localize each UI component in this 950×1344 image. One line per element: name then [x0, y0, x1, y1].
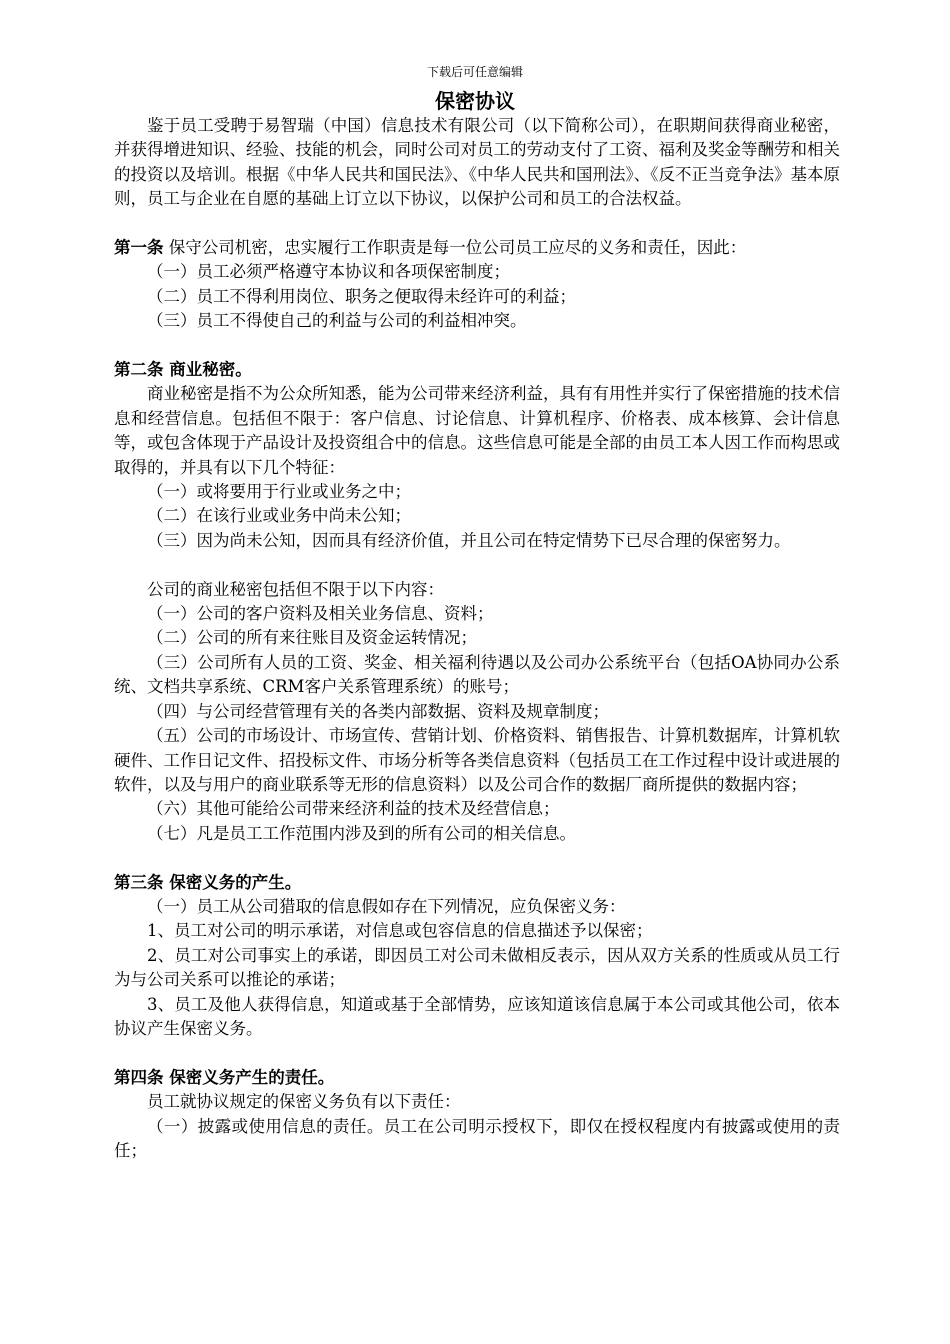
scope-item: （五）公司的市场设计、市场宣传、营销计划、价格资料、销售报告、计算机数据库，计算机软硬件、工作日记文件、招投标文件、市场分析等各类信息资料（包括员工在工作过程中设计或进展的软件，以及与用户的商业联系等无形的信息资料）以及公司合作的数据厂商所提供的数据内容；: [114, 726, 840, 794]
article-4-intro: 员工就协议规定的保密义务负有以下责任：: [147, 1092, 461, 1112]
spacer: [114, 334, 840, 358]
article-2-feature: （二）在该行业或业务中尚未公知；: [147, 506, 411, 526]
scope-item: （七）凡是员工工作范围内涉及到的所有公司的相关信息。: [147, 823, 576, 843]
article-2-heading: 第二条 商业秘密。: [114, 360, 252, 380]
article-2-feature: （一）或将要用于行业或业务之中；: [147, 482, 411, 502]
scope-item: （六）其他可能给公司带来经济利益的技术及经营信息；: [147, 799, 560, 819]
spacer: [114, 212, 840, 236]
scope-item: （二）公司的所有来往账目及资金运转情况；: [147, 628, 477, 648]
spacer: [114, 846, 840, 870]
article-3-item: 2、员工对公司事实上的承诺，即因员工对公司未做相反表示，因从双方关系的性质或从员工行为与公司关系可以推论的承诺；: [114, 945, 840, 990]
scope-intro: 公司的商业秘密包括但不限于以下内容：: [147, 579, 444, 599]
article-4-heading: 第四条 保密义务产生的责任。: [114, 1067, 335, 1087]
scope-item: （一）公司的客户资料及相关业务信息、资料；: [147, 604, 494, 624]
page-header: 下载后可任意编辑: [426, 65, 523, 79]
article-3-heading: 第三条 保密义务的产生。: [114, 872, 302, 892]
article-1-heading: 第一条: [114, 238, 164, 258]
intro-paragraph: 鉴于员工受聘于易智瑞（中国）信息技术有限公司（以下简称公司），在职期间获得商业秘密，并获得增进知识、经验、技能的机会，同时公司对员工的劳动支付了工资、福利及奖金等酬劳和相关的投资以及培训。根据《中华人民共和国民法》、《中华人民共和国刑法》、《反不正当竞争法》基本原则，员工与企业在自愿的基础上订立以下协议，以保护公司和员工的合法权益。: [114, 116, 840, 209]
article-1-item: （二）员工不得利用岗位、职务之便取得未经许可的利益；: [147, 286, 576, 306]
article-3-item: （一）员工从公司猎取的信息假如存在下列情况，应负保密义务：: [147, 896, 626, 916]
article-1-item: （三）员工不得使自己的利益与公司的利益相冲突。: [147, 311, 527, 331]
scope-item: （四）与公司经营管理有关的各类内部数据、资料及规章制度；: [147, 701, 609, 721]
spacer: [114, 1041, 840, 1065]
article-2-paragraph: 商业秘密是指不为公众所知悉，能为公司带来经济利益，具有有用性并实行了保密措施的技术信息和经营信息。包括但不限于：客户信息、讨论信息、计算机程序、价格表、成本核算、会计信息等，或包含体现于产品设计及投资组合中的信息。这些信息可能是全部的由员工本人因工作而构思或取得的，并具有以下几个特征：: [114, 384, 840, 477]
article-3-item: 3、员工及他人获得信息，知道或基于全部情势，应该知道该信息属于本公司或其他公司，依本协议产生保密义务。: [114, 994, 840, 1038]
article-4-item: （一）披露或使用信息的责任。员工在公司明示授权下，即仅在授权程度内有披露或使用的责任；: [114, 1116, 840, 1160]
article-1-text: 保守公司机密，忠实履行工作职责是每一位公司员工应尽的义务和责任，因此：: [163, 238, 747, 258]
article-2-feature: （三）因为尚未公知，因而具有经济价值，并且公司在特定情势下已尽合理的保密努力。: [147, 530, 791, 550]
article-1-item: （一）员工必须严格遵守本协议和各项保密制度；: [147, 262, 510, 282]
article-1-paragraph: [114, 236, 840, 260]
spacer: [114, 553, 840, 577]
document-title: 保密协议: [435, 89, 515, 113]
scope-item: （三）公司所有人员的工资、奖金、相关福利待遇以及公司办公系统平台（包括OA协同办公系统、文档共享系统、CRM客户关系管理系统）的账号；: [114, 652, 840, 697]
article-3-item: 1、员工对公司的明示承诺，对信息或包容信息的信息描述予以保密；: [147, 921, 653, 941]
document-body: [114, 114, 840, 1163]
